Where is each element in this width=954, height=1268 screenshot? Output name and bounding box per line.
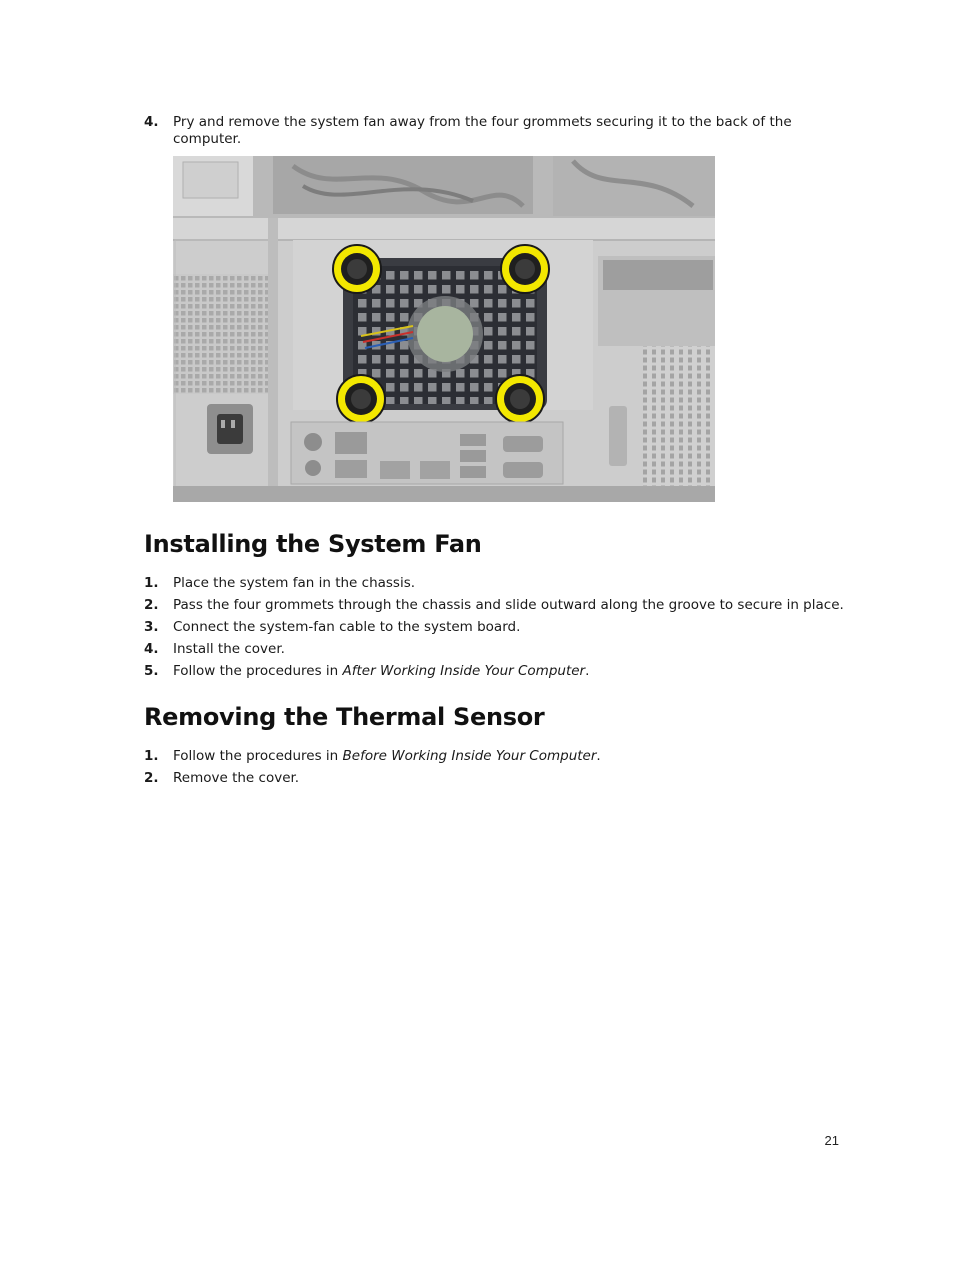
step-number: 1. bbox=[144, 748, 159, 764]
step-text: Connect the system-fan cable to the system board. bbox=[173, 619, 521, 635]
heading-removing-thermal-sensor: Removing the Thermal Sensor bbox=[144, 703, 545, 731]
cross-reference-link[interactable]: After Working Inside Your Computer bbox=[342, 663, 586, 679]
grommet-highlight-top-left bbox=[333, 245, 381, 293]
step-number: 2. bbox=[144, 770, 159, 786]
step-4-remove-fan bbox=[144, 114, 844, 148]
step-text bbox=[173, 748, 844, 765]
step-text-lead: Follow the procedures in bbox=[173, 663, 343, 679]
step-number: 4. bbox=[144, 114, 159, 130]
grommet-highlight-top-right bbox=[501, 245, 549, 293]
step-number: 2. bbox=[144, 597, 159, 613]
step-text: Place the system fan in the chassis. bbox=[173, 575, 416, 591]
step-number: 5. bbox=[144, 663, 159, 679]
page-number: 21 bbox=[824, 1133, 839, 1148]
step-number: 1. bbox=[144, 575, 159, 591]
heading-installing-system-fan: Installing the System Fan bbox=[144, 530, 482, 558]
grommet-highlight-bottom-right bbox=[496, 375, 544, 423]
step-text: Remove the cover. bbox=[173, 770, 300, 786]
step-text-lead: Follow the procedures in bbox=[173, 748, 343, 764]
step-number: 4. bbox=[144, 641, 159, 657]
step-text bbox=[173, 663, 844, 680]
list-item bbox=[144, 597, 844, 614]
step-number: 3. bbox=[144, 619, 159, 635]
step-text: Pass the four grommets through the chassis and slide outward along the groove to secure in place. bbox=[173, 597, 844, 613]
cross-reference-link[interactable]: Before Working Inside Your Computer bbox=[342, 748, 597, 764]
step-text-trail: . bbox=[596, 748, 601, 764]
list-item bbox=[144, 663, 844, 680]
list-item bbox=[144, 770, 844, 787]
step-text: Install the cover. bbox=[173, 641, 285, 657]
list-item bbox=[144, 575, 844, 592]
system-fan-removal-figure bbox=[173, 156, 715, 502]
list-item bbox=[144, 619, 844, 636]
grommet-highlight-bottom-left bbox=[337, 375, 385, 423]
step-text-trail: . bbox=[585, 663, 590, 679]
step-text: Pry and remove the system fan away from the four grommets securing it to the back of the computer. bbox=[173, 114, 792, 147]
list-item bbox=[144, 641, 844, 658]
list-item bbox=[144, 748, 844, 765]
